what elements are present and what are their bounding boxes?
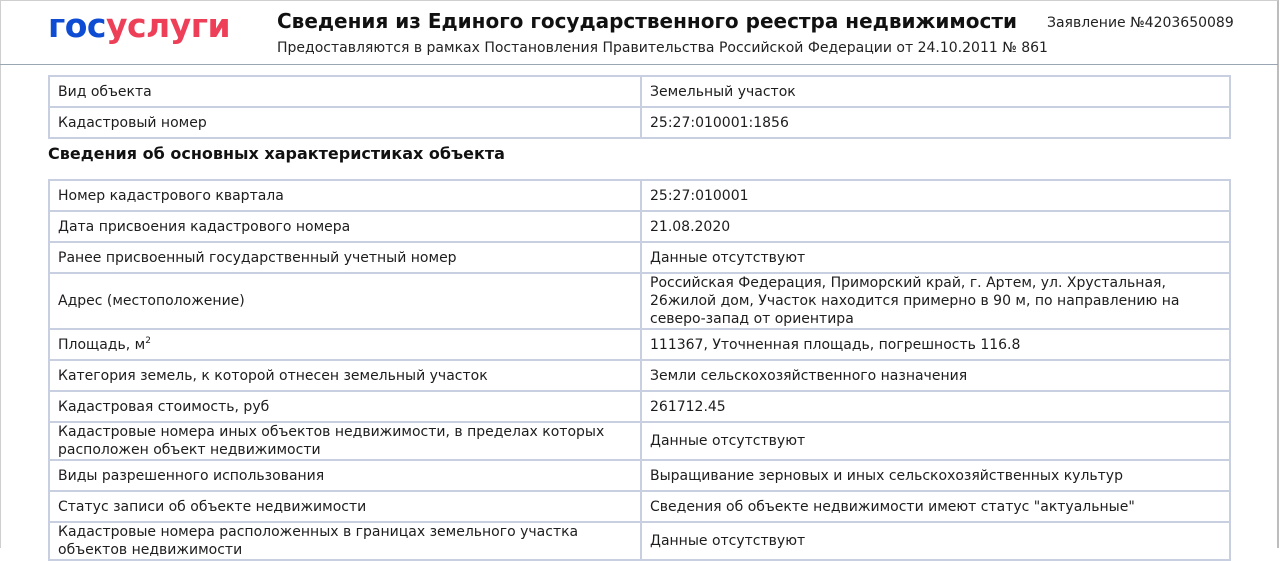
- table-row: [49, 522, 1230, 560]
- row-value: Данные отсутствуют: [641, 522, 1230, 560]
- row-key: Кадастровый номер: [49, 107, 641, 138]
- row-key: Категория земель, к которой отнесен земельный участок: [49, 360, 641, 391]
- row-key: Статус записи об объекте недвижимости: [49, 491, 641, 522]
- row-value: Земли сельскохозяйственного назначения: [641, 360, 1230, 391]
- row-key: Дата присвоения кадастрового номера: [49, 211, 641, 242]
- row-value: 111367, Уточненная площадь, погрешность 116.8: [641, 329, 1230, 360]
- row-key: Виды разрешенного использования: [49, 460, 641, 491]
- logo-part-uslugi: услуги: [105, 6, 231, 45]
- table-row: [49, 242, 1230, 273]
- section-title: Сведения об основных характеристиках объекта: [48, 144, 505, 163]
- table-row: [49, 422, 1230, 460]
- table-row: [49, 273, 1230, 329]
- row-key: Кадастровая стоимость, руб: [49, 391, 641, 422]
- gosuslugi-logo[interactable]: [48, 8, 230, 44]
- table-row: [49, 329, 1230, 360]
- row-key: Адрес (местоположение): [49, 273, 641, 329]
- row-value: Данные отсутствуют: [641, 242, 1230, 273]
- row-key: Кадастровые номера иных объектов недвижимости, в пределах которых расположен объект недвижимости: [49, 422, 641, 460]
- row-key: Номер кадастрового квартала: [49, 180, 641, 211]
- table-row: [49, 76, 1230, 107]
- row-key: Ранее присвоенный государственный учетный номер: [49, 242, 641, 273]
- document-subtitle: Предоставляются в рамках Постановления Правительства Российской Федерации от 24.10.2011 № 861: [277, 40, 1048, 56]
- table-row: [49, 460, 1230, 491]
- row-value: 25:27:010001:1856: [641, 107, 1230, 138]
- object-table: [48, 75, 1231, 139]
- row-value: Сведения об объекте недвижимости имеют статус "актуальные": [641, 491, 1230, 522]
- table-row: [49, 180, 1230, 211]
- row-value: 261712.45: [641, 391, 1230, 422]
- area-unit-superscript: 2: [145, 335, 151, 346]
- area-label: Площадь, м: [58, 336, 146, 353]
- row-key: Вид объекта: [49, 76, 641, 107]
- table-row: [49, 211, 1230, 242]
- table-row: [49, 391, 1230, 422]
- row-value: 25:27:010001: [641, 180, 1230, 211]
- characteristics-table: [48, 179, 1231, 561]
- row-value: 21.08.2020: [641, 211, 1230, 242]
- document-title: Сведения из Единого государственного реестра недвижимости: [277, 9, 1017, 33]
- row-key: [49, 329, 641, 360]
- table-row: [49, 107, 1230, 138]
- logo-part-gos: гос: [48, 6, 106, 45]
- row-value: Выращивание зерновых и иных сельскохозяйственных культур: [641, 460, 1230, 491]
- table-row: [49, 360, 1230, 391]
- row-value: Земельный участок: [641, 76, 1230, 107]
- row-value: Российская Федерация, Приморский край, г. Артем, ул. Хрустальная, 26жилой дом, Участок находится примерно в 90 м, по направлению на северо-запад от ориентира: [641, 273, 1230, 329]
- row-key: Кадастровые номера расположенных в границах земельного участка объектов недвижимости: [49, 522, 641, 560]
- application-number: Заявление №4203650089: [1047, 15, 1234, 31]
- header-divider: [0, 64, 1278, 65]
- row-value: Данные отсутствуют: [641, 422, 1230, 460]
- table-row: [49, 491, 1230, 522]
